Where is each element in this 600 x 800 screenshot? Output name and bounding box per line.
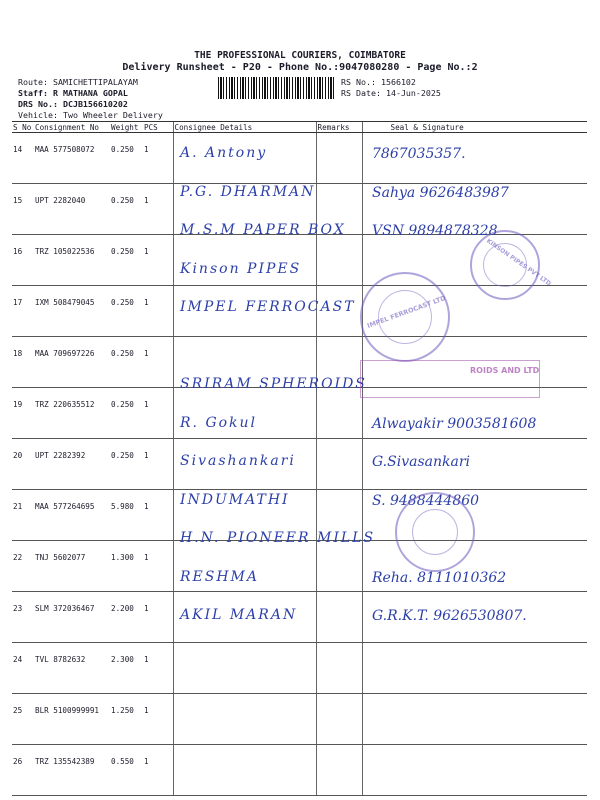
cell-consignment: MAA 577264695: [34, 490, 110, 541]
kinson-seal-text: KINSON PIPES PVT LTD: [484, 237, 553, 288]
cell-sno: 23: [12, 592, 34, 643]
cell-consignment: UPT 2282040: [34, 184, 110, 235]
cell-sno: 14: [12, 133, 34, 184]
drs-number: DRS No.: DCJB156610202: [18, 99, 128, 109]
cell-signature: [362, 745, 587, 796]
signature-handwriting: G.Sivasankari: [372, 454, 471, 470]
cell-pcs: 1: [143, 694, 173, 745]
sriram-stamp-text: ROIDS AND LTD: [470, 366, 540, 375]
col-remarks: Remarks: [316, 122, 362, 133]
col-signature: Seal & Signature: [362, 122, 587, 133]
table-row: [12, 133, 587, 184]
consignee-handwriting: Sivashankari: [180, 453, 296, 469]
cell-remarks: [316, 388, 362, 439]
signature-handwriting: 7867035357.: [372, 146, 466, 162]
cell-pcs: 1: [143, 541, 173, 592]
cell-pcs: 1: [143, 643, 173, 694]
col-sno: S No: [12, 122, 34, 133]
cell-sno: 15: [12, 184, 34, 235]
cell-consignment: MAA 709697226: [34, 337, 110, 388]
cell-consignment: IXM 508479045: [34, 286, 110, 337]
consignee-handwriting: H.N. PIONEER MILLS: [180, 530, 376, 546]
consignee-handwriting: M.S.M PAPER BOX: [180, 222, 346, 238]
cell-consignee: [173, 643, 316, 694]
table-row: [12, 439, 587, 490]
cell-pcs: 1: [143, 745, 173, 796]
col-weight: Weight: [110, 122, 143, 133]
cell-weight: 2.300: [110, 643, 143, 694]
cell-sno: 20: [12, 439, 34, 490]
company-title: THE PROFESSIONAL COURIERS, COIMBATORE: [194, 50, 406, 61]
col-consignment: Consignment No: [34, 122, 110, 133]
cell-pcs: 1: [143, 184, 173, 235]
col-consignee: Consignee Details: [173, 122, 316, 133]
consignee-handwriting: P.G. DHARMAN: [180, 183, 316, 200]
consignee-handwriting: Kinson PIPES: [180, 260, 302, 277]
signature-handwriting: S. 9488444860: [372, 492, 480, 509]
cell-pcs: 1: [143, 133, 173, 184]
cell-weight: 0.250: [110, 337, 143, 388]
signature-handwriting: Sahya 9626483987: [372, 184, 509, 201]
cell-signature: [362, 694, 587, 745]
cell-remarks: [316, 541, 362, 592]
cell-weight: 0.250: [110, 133, 143, 184]
runsheet-subtitle: Delivery Runsheet - P20 - Phone No.:9047080280 - Page No.:2: [122, 62, 478, 73]
consignee-handwriting: AKIL MARAN: [180, 607, 298, 623]
cell-pcs: 1: [143, 439, 173, 490]
cell-weight: 0.250: [110, 439, 143, 490]
consignee-handwriting: R. Gokul: [180, 414, 258, 431]
cell-remarks: [316, 592, 362, 643]
cell-remarks: [316, 439, 362, 490]
signature-handwriting: VSN 9894878328: [372, 223, 498, 239]
cell-consignee: [173, 745, 316, 796]
cell-weight: 0.250: [110, 388, 143, 439]
consignee-handwriting: RESHMA: [180, 568, 260, 585]
cell-signature: [362, 643, 587, 694]
cell-weight: 1.300: [110, 541, 143, 592]
cell-pcs: 1: [143, 235, 173, 286]
cell-pcs: 1: [143, 337, 173, 388]
cell-sno: 25: [12, 694, 34, 745]
cell-sno: 22: [12, 541, 34, 592]
cell-consignment: TVL 8782632: [34, 643, 110, 694]
vehicle-label: Vehicle: Two Wheeler Delivery: [18, 110, 163, 120]
cell-weight: 0.250: [110, 286, 143, 337]
cell-consignee: [173, 388, 316, 439]
cell-consignment: TRZ 135542389: [34, 745, 110, 796]
cell-remarks: [316, 133, 362, 184]
table-row: [12, 694, 587, 745]
cell-consignment: SLM 372036467: [34, 592, 110, 643]
cell-consignment: TNJ 5602077: [34, 541, 110, 592]
cell-weight: 5.980: [110, 490, 143, 541]
table-row: [12, 745, 587, 796]
cell-sno: 16: [12, 235, 34, 286]
cell-sno: 17: [12, 286, 34, 337]
signature-handwriting: G.R.K.T. 9626530807.: [372, 608, 527, 624]
rs-number: RS No.: 1566102: [341, 77, 416, 87]
consignee-handwriting: SRIRAM SPHEROIDS: [180, 376, 367, 392]
cell-pcs: 1: [143, 490, 173, 541]
consignee-handwriting: A. Antony: [180, 145, 268, 161]
cell-remarks: [316, 745, 362, 796]
cell-consignment: UPT 2282392: [34, 439, 110, 490]
staff-label: Staff: R MATHANA GOPAL: [18, 88, 128, 98]
cell-sno: 18: [12, 337, 34, 388]
cell-weight: 0.250: [110, 235, 143, 286]
cell-sno: 19: [12, 388, 34, 439]
rs-date: RS Date: 14-Jun-2025: [341, 88, 441, 98]
cell-consignment: BLR 5100999991: [34, 694, 110, 745]
cell-sno: 21: [12, 490, 34, 541]
pioneer-seal-inner: [412, 509, 458, 555]
cell-remarks: [316, 694, 362, 745]
cell-pcs: 1: [143, 388, 173, 439]
cell-consignee: [173, 694, 316, 745]
cell-consignment: MAA 577508072: [34, 133, 110, 184]
cell-consignment: TRZ 220635512: [34, 388, 110, 439]
cell-sno: 26: [12, 745, 34, 796]
table-header-row: [12, 122, 587, 133]
cell-pcs: 1: [143, 592, 173, 643]
cell-sno: 24: [12, 643, 34, 694]
impel-seal-text: IMPEL FERROCAST LTD: [366, 294, 447, 330]
consignee-handwriting: IMPEL FERROCAST: [180, 299, 356, 315]
cell-remarks: [316, 643, 362, 694]
cell-weight: 0.550: [110, 745, 143, 796]
col-pcs: PCS: [143, 122, 173, 133]
cell-weight: 0.250: [110, 184, 143, 235]
cell-weight: 1.250: [110, 694, 143, 745]
table-row: [12, 643, 587, 694]
signature-handwriting: Alwayakir 9003581608: [372, 415, 537, 432]
barcode: [218, 77, 335, 99]
consignee-handwriting: INDUMATHI: [180, 491, 290, 508]
cell-pcs: 1: [143, 286, 173, 337]
cell-remarks: [316, 235, 362, 286]
cell-consignment: TRZ 105022536: [34, 235, 110, 286]
cell-weight: 2.200: [110, 592, 143, 643]
route-label: Route: SAMICHETTIPALAYAM: [18, 77, 138, 87]
signature-handwriting: Reha. 8111010362: [372, 569, 507, 586]
